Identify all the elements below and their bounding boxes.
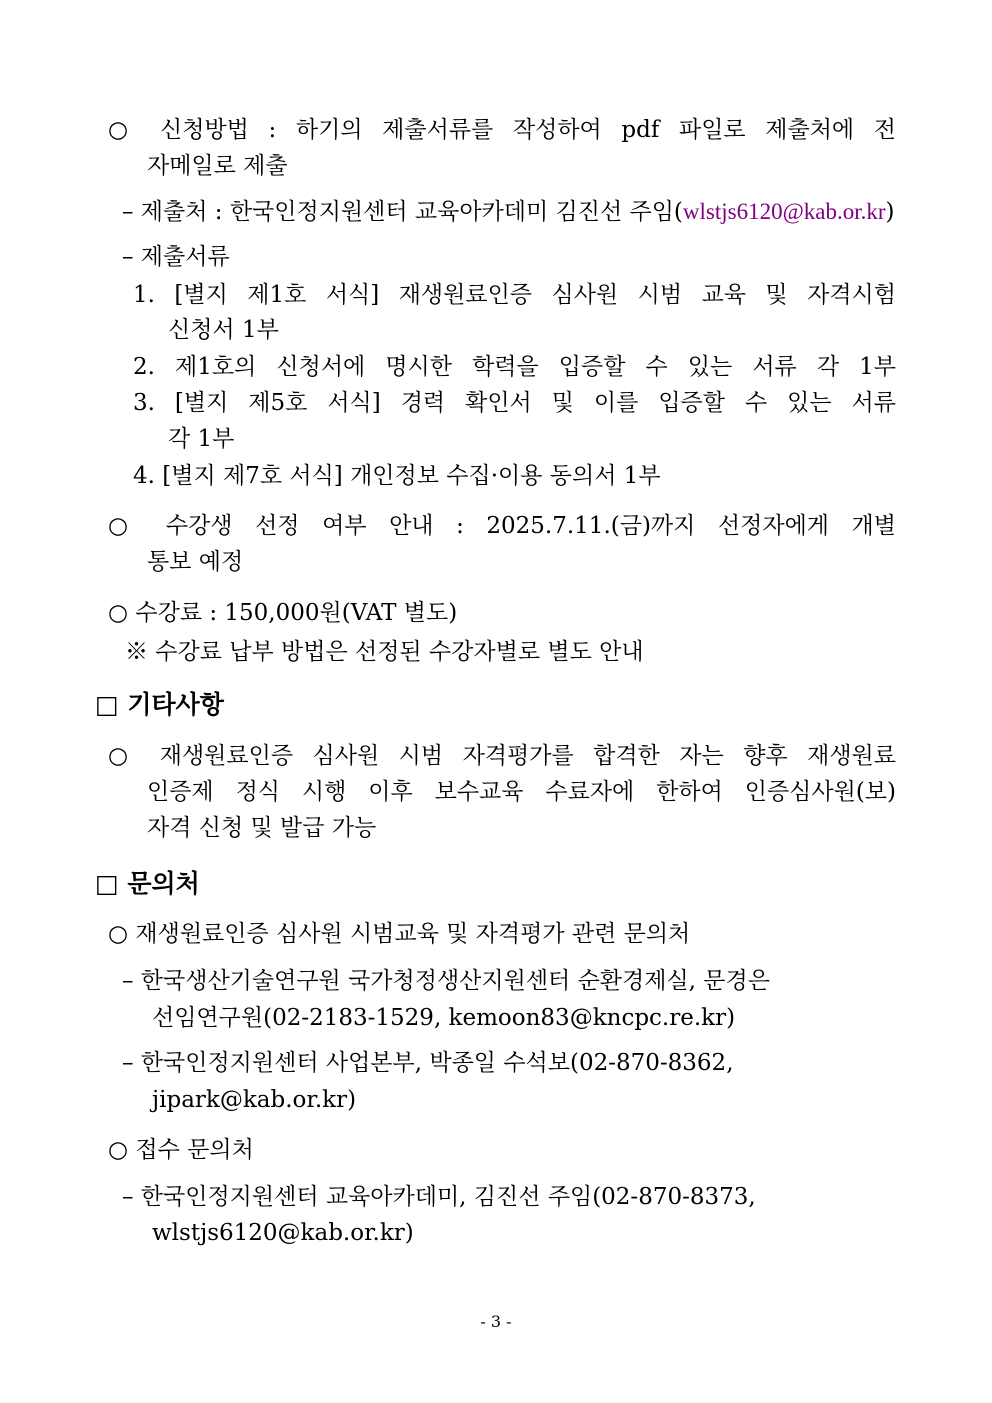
apply-method-line1: ○ 신청방법 : 하기의 제출서류를 작성하여 pdf 파일로 제출처에 전 — [108, 117, 896, 143]
fee: ○ 수강료 : 150,000원(VAT 별도) — [108, 600, 458, 626]
fee-note: ※ 수강료 납부 방법은 선정된 수강자별로 별도 안내 — [125, 639, 644, 665]
etc-line3: 자격 신청 및 발급 가능 — [147, 815, 377, 841]
contact-heading: □ 문의처 — [95, 869, 200, 898]
apply-method-line2: 자메일로 제출 — [147, 153, 288, 179]
submit-to-email[interactable]: wlstjs6120@kab.or.kr — [682, 199, 886, 224]
reception-label: ○ 접수 문의처 — [108, 1137, 254, 1163]
submit-to — [122, 197, 895, 227]
doc-item-1-cont: 신청서 1부 — [168, 317, 279, 343]
doc-item-1: 1. [별지 제1호 서식] 재생원료인증 심사원 시범 교육 및 자격시험 — [133, 282, 896, 308]
etc-line1: ○ 재생원료인증 심사원 시범 자격평가를 합격한 자는 향후 재생원료 — [108, 743, 896, 769]
contact-2-line2: jipark@kab.or.kr) — [152, 1087, 357, 1113]
etc-heading: □ 기타사항 — [95, 690, 224, 719]
etc-line2: 인증제 정식 시행 이후 보수교육 수료자에 한하여 인증심사원(보) — [147, 779, 896, 805]
selection-notice-line1: ○ 수강생 선정 여부 안내 : 2025.7.11.(금)까지 선정자에게 개별 — [108, 513, 896, 539]
doc-item-3-cont: 각 1부 — [168, 426, 235, 452]
submit-to-close: ) — [885, 199, 895, 225]
contact-3-line2: wlstjs6120@kab.or.kr) — [152, 1220, 414, 1246]
contact-2-line1: – 한국인정지원센터 사업본부, 박종일 수석보(02-870-8362, — [122, 1050, 734, 1076]
docs-label: – 제출서류 — [122, 244, 230, 270]
contact-1-line1: – 한국생산기술연구원 국가청정생산지원센터 순환경제실, 문경은 — [122, 968, 770, 994]
contact-3-line1: – 한국인정지원센터 교육아카데미, 김진선 주임(02-870-8373, — [122, 1184, 756, 1210]
contact-1-line2: 선임연구원(02-2183-1529, kemoon83@kncpc.re.kr) — [152, 1005, 736, 1031]
doc-item-4: 4. [별지 제7호 서식] 개인정보 수집·이용 동의서 1부 — [133, 463, 661, 489]
doc-item-2: 2. 제1호의 신청서에 명시한 학력을 입증할 수 있는 서류 각 1부 — [133, 354, 896, 380]
page-number: - 3 - — [480, 1312, 512, 1331]
contact-topic: ○ 재생원료인증 심사원 시범교육 및 자격평가 관련 문의처 — [108, 921, 691, 947]
selection-notice-line2: 통보 예정 — [147, 549, 244, 575]
submit-to-label: – 제출처 : 한국인정지원센터 교육아카데미 김진선 주임( — [122, 199, 683, 225]
doc-item-3: 3. [별지 제5호 서식] 경력 확인서 및 이를 입증할 수 있는 서류 — [133, 390, 896, 416]
